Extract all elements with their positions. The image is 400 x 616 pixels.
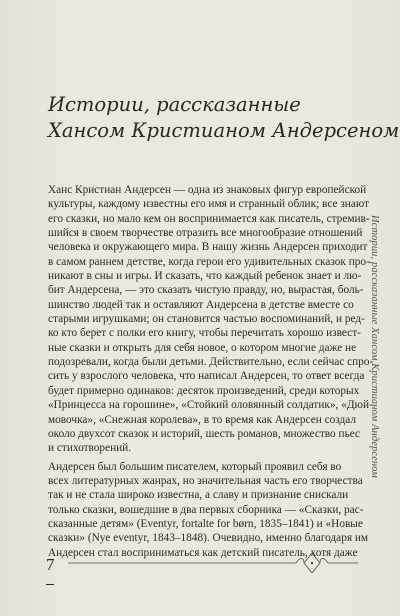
body-line: никают в сны и игры. И сказать, что каждый ребенок знает и лю- <box>48 270 362 283</box>
body-line: его сказки, но мало кем он воспринимается как писатель, стремив- <box>48 212 370 225</box>
body-line: так и не стала широко известна, а славу и признание снискали <box>48 489 349 502</box>
body-line: мовочка», «Снежная королева», в то время как Андерсен создал <box>48 413 357 426</box>
body-line: шийся в своем творчестве отразить все многообразие отношений <box>48 227 363 240</box>
body-text <box>48 183 374 560</box>
body-line: в самом раннем детстве, когда герои его удивительных сказок про- <box>48 255 370 268</box>
body-line: шинство людей так и оставляют Андерсена в детстве вместе со <box>48 298 354 311</box>
body-line: сказки» (Nye eventyr, 1843–1848). Очевидно, именно благодаря им <box>48 532 369 545</box>
body-line: культуры, каждому известны его имя и странный облик; все знают <box>48 198 370 211</box>
chapter-title-line-2: Хансом Кристианом Андерсеном <box>48 119 400 142</box>
diamond-flourish-divider <box>68 549 368 573</box>
body-line: всех литературных жанрах, но значительная часть его творчества <box>48 474 363 487</box>
chapter-title <box>48 92 400 144</box>
body-line: ные сказки и открыть для себя новое, о котором многие даже не <box>48 341 357 354</box>
body-line: только сказки, вошедшие в два первых сборника — «Сказки, рас- <box>48 503 364 516</box>
body-line: Андерсен был большим писателем, который проявил себя во <box>48 460 342 473</box>
body-line: сказанные детям» (Eventyr, fortalte for børn, 1835–1841) и «Новые <box>48 517 363 530</box>
body-line: и стихотворений. <box>48 442 132 455</box>
body-line: старыми игрушками; он становится частью воспоминаний, и ред- <box>48 313 365 326</box>
body-line: Андерсен стал восприниматься как детский писатель, хотя даже <box>48 546 358 559</box>
chapter-title-line-1: Истории, рассказанные <box>48 93 301 116</box>
body-line: бит Андерсена, — это сказать чистую правду, но, вырастая, боль- <box>48 284 364 297</box>
body-line: будет примерно одинаков: десяток произведений, среди которых <box>48 384 360 397</box>
body-line: «Принцесса на горошине», «Стойкий оловянный солдатик», «Дюй- <box>48 399 373 412</box>
folio-rule <box>46 584 54 585</box>
body-line: ко кто берет с полки его книгу, чтобы перечитать хорошо извест- <box>48 327 361 340</box>
body-line: около двухсот сказок и историй, шесть романов, множество пьес <box>48 427 361 440</box>
body-line: сить у взрослого человека, что написал Андерсен, то ответ всегда <box>48 370 365 383</box>
body-line: Ханс Кристиан Андерсен — одна из знаковых фигур европейской <box>48 184 367 196</box>
body-line: подозревали, когда были детьми. Действительно, если сейчас спро- <box>48 356 374 369</box>
page-number: 7 <box>46 555 55 574</box>
running-head: Истории, рассказанные Хансом Кристианом Андерсеном <box>369 215 380 478</box>
body-line: человека и окружающего мира. В нашу жизнь Андерсен приходит <box>48 241 368 254</box>
